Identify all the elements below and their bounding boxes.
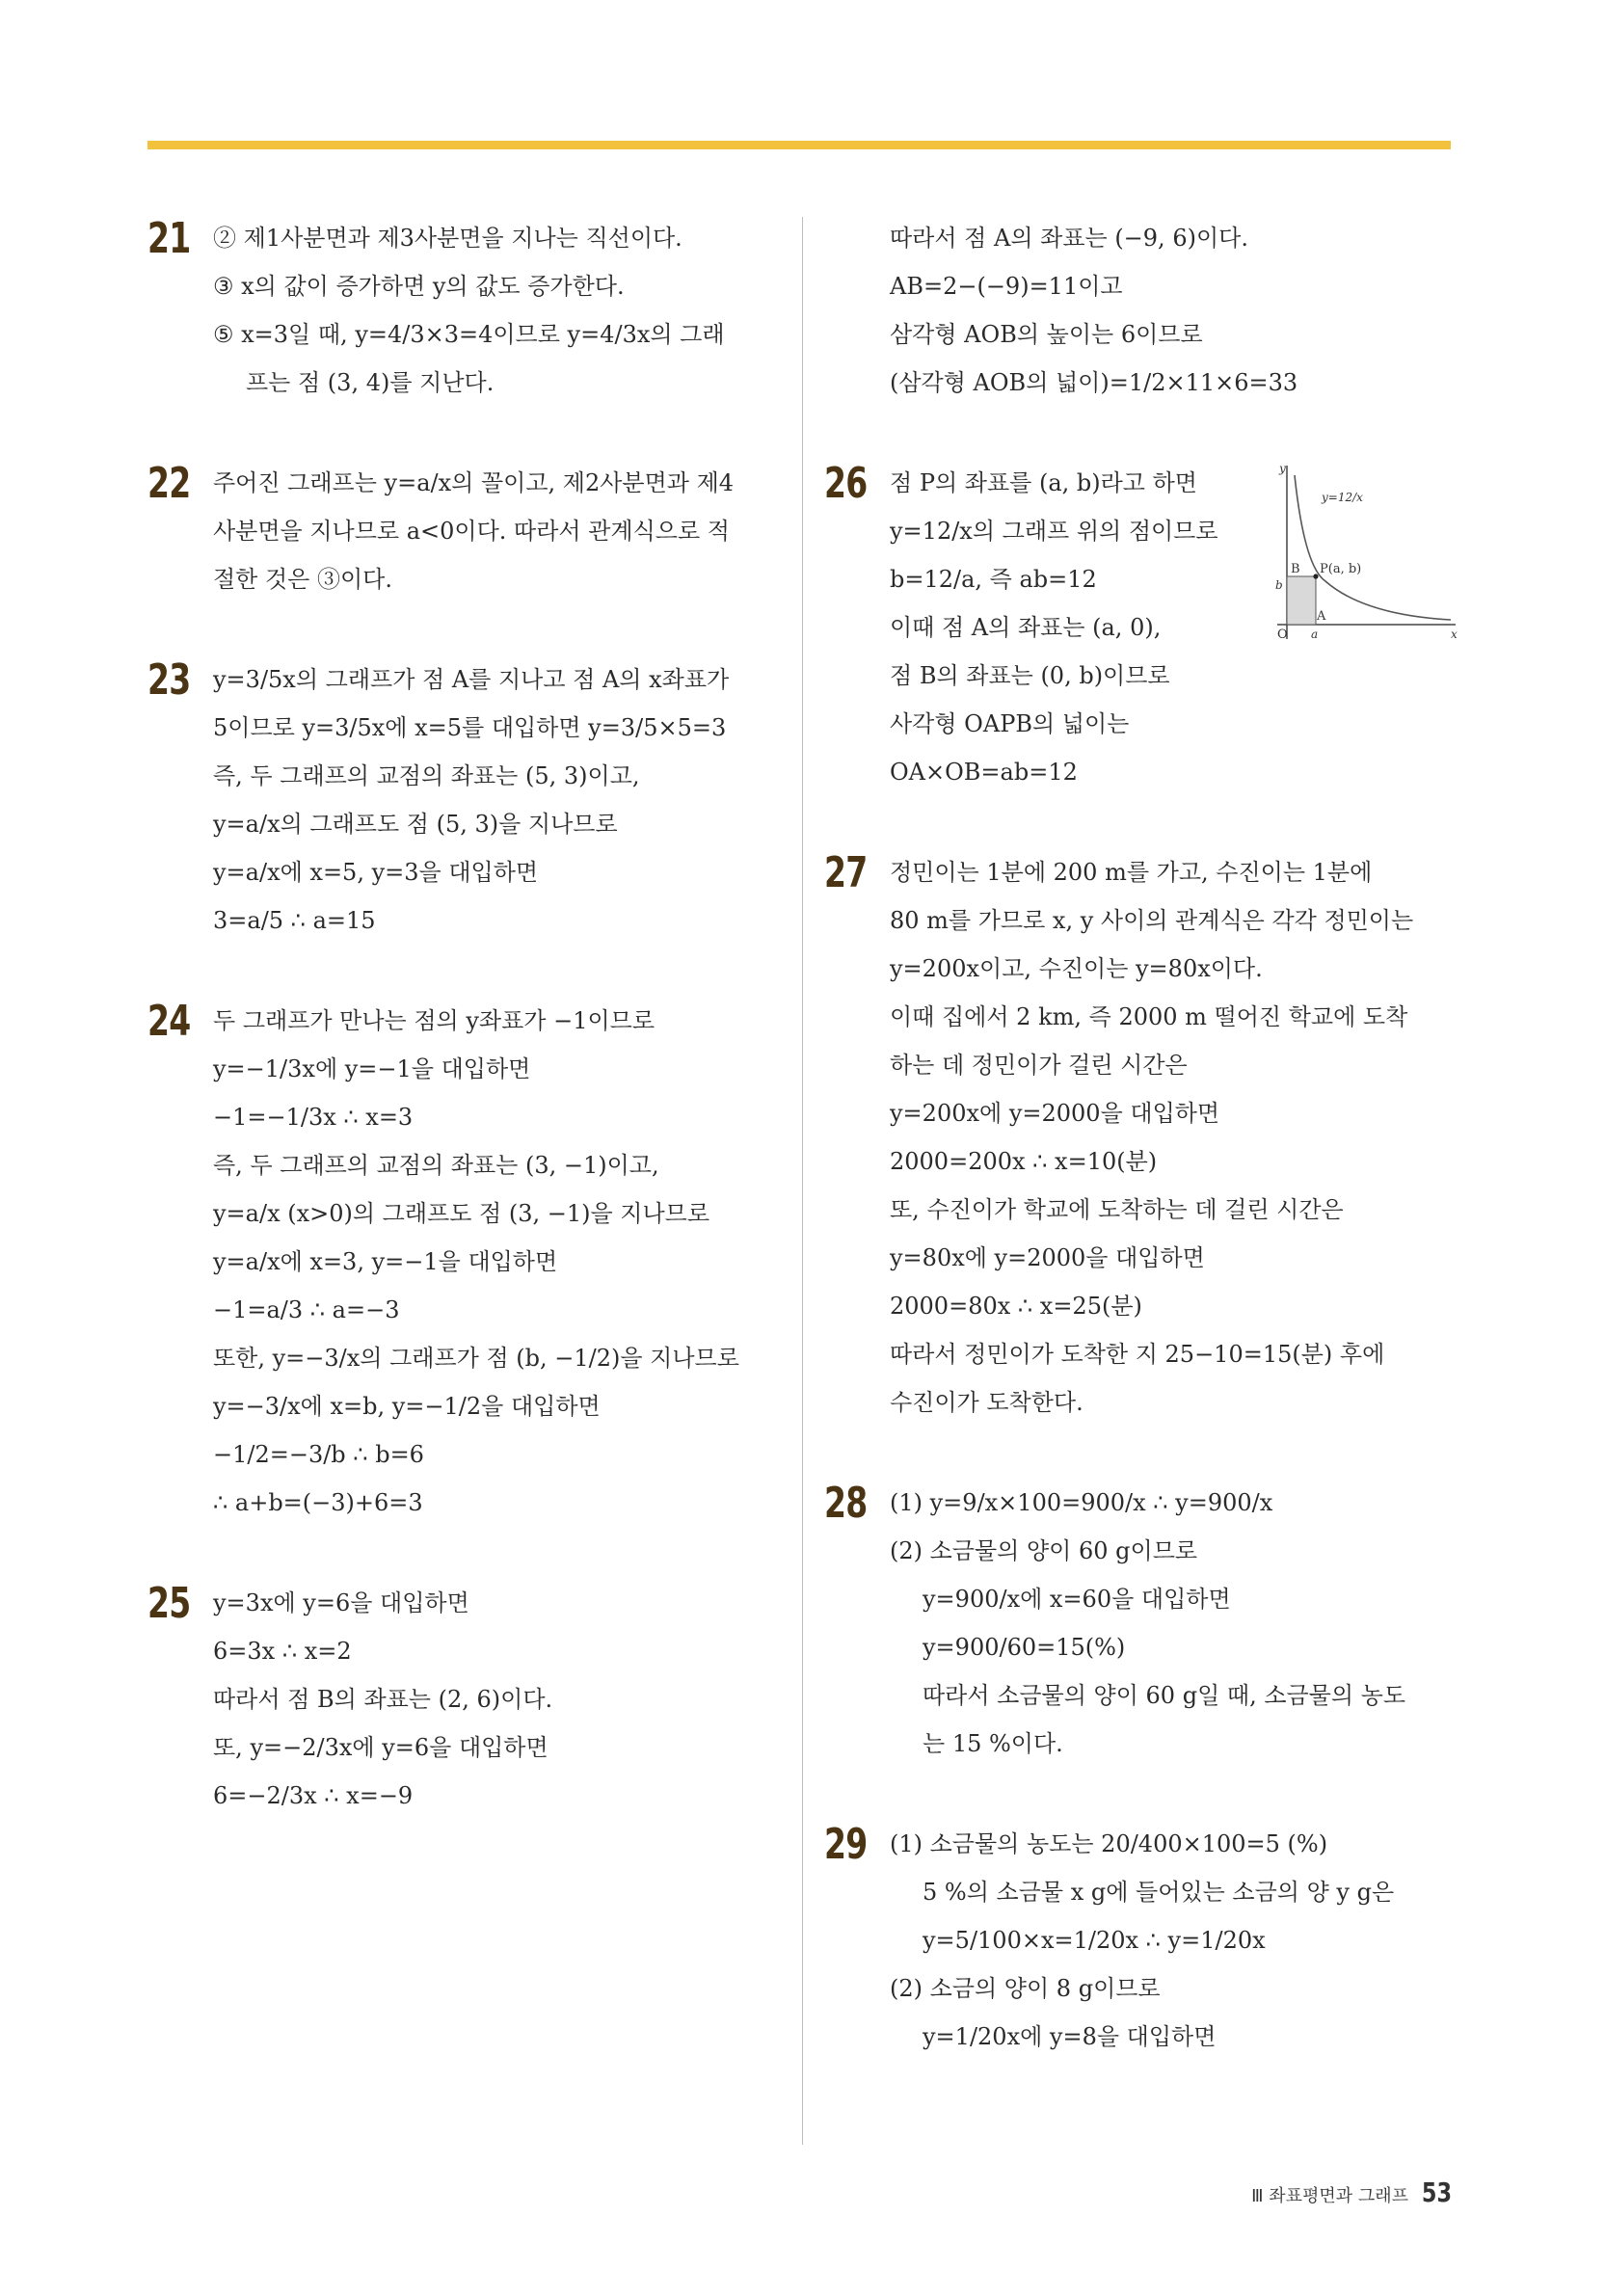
solution-line: 따라서 점 B의 좌표는 (2, 6)이다. xyxy=(213,1686,553,1713)
solution-line: −1=a/3 ∴ a=−3 xyxy=(213,1296,400,1323)
solution-line: y=200x이고, 수진이는 y=80x이다. xyxy=(890,955,1263,982)
chapter-title: Ⅲ 좌표평면과 그래프 xyxy=(1251,2186,1409,2206)
solution-line: 2000=200x ∴ x=10(분) xyxy=(890,1148,1158,1175)
solution-line: 하는 데 정민이가 걸린 시간은 xyxy=(890,1052,1188,1079)
solution-line: 따라서 정민이가 도착한 지 25−10=15(분) 후에 xyxy=(890,1341,1385,1368)
problem-number: 22 xyxy=(147,459,191,508)
problem-number: 28 xyxy=(824,1479,868,1528)
solution-line: ⑤ x=3일 때, y=4/3×3=4이므로 y=4/3x의 그래 xyxy=(213,321,725,348)
problem-number: 25 xyxy=(147,1579,191,1628)
solution-line: 삼각형 AOB의 높이는 6이므로 xyxy=(890,321,1203,348)
solution-line: y=5/100×x=1/20x ∴ y=1/20x xyxy=(923,1927,1266,1954)
point-b-label: B xyxy=(1291,562,1300,576)
solution-line: (1) 소금물의 농도는 20/400×100=5 (%) xyxy=(890,1830,1328,1857)
problem-block xyxy=(824,848,1460,1427)
point-p-dot xyxy=(1313,574,1318,578)
solution-line: (삼각형 AOB의 넓이)=1/2×11×6=33 xyxy=(890,369,1298,396)
solution-line: 프는 점 (3, 4)를 지난다. xyxy=(246,369,495,396)
solution-line: y=−3/x에 x=b, y=−1/2을 대입하면 xyxy=(213,1393,601,1420)
solution-line: y=a/x (x>0)의 그래프도 점 (3, −1)을 지나므로 xyxy=(213,1200,710,1227)
hyperbola-graph xyxy=(1258,461,1460,644)
problem-number: 29 xyxy=(824,1820,868,1869)
solution-line: y=1/20x에 y=8을 대입하면 xyxy=(923,2023,1217,2050)
solution-line: 6=3x ∴ x=2 xyxy=(213,1638,352,1665)
solution-line: b=12/a, 즉 ab=12 xyxy=(890,566,1097,593)
problem-number: 21 xyxy=(147,214,191,263)
solution-line: 5이므로 y=3/5x에 x=5를 대입하면 y=3/5×5=3 xyxy=(213,714,727,741)
solution-line: (2) 소금의 양이 8 g이므로 xyxy=(890,1975,1161,2002)
solution-line: 또, y=−2/3x에 y=6을 대입하면 xyxy=(213,1734,548,1761)
equation-label: y=12/x xyxy=(1322,491,1363,504)
column-divider xyxy=(802,217,803,2145)
solution-line: 3=a/5 ∴ a=15 xyxy=(213,907,376,934)
solution-line: y=3/5x의 그래프가 점 A를 지나고 점 A의 x좌표가 xyxy=(213,666,730,693)
solution-line: 는 15 %이다. xyxy=(923,1730,1063,1757)
solution-line: 6=−2/3x ∴ x=−9 xyxy=(213,1782,414,1809)
solution-line: AB=2−(−9)=11이고 xyxy=(890,273,1123,300)
solution-line: ② 제1사분면과 제3사분면을 지나는 직선이다. xyxy=(213,225,682,252)
solution-line: 사분면을 지나므로 a<0이다. 따라서 관계식으로 적 xyxy=(213,518,730,545)
left-column xyxy=(147,214,784,1872)
header-accent-bar xyxy=(147,141,1451,149)
solution-line: 주어진 그래프는 y=a/x의 꼴이고, 제2사분면과 제4 xyxy=(213,469,735,496)
problem-block xyxy=(147,214,784,407)
solution-line: y=900/60=15(%) xyxy=(923,1634,1126,1661)
solution-line: 이때 집에서 2 km, 즉 2000 m 떨어진 학교에 도착 xyxy=(890,1003,1408,1030)
solution-line: y=−1/3x에 y=−1을 대입하면 xyxy=(213,1055,531,1082)
solution-line: OA×OB=ab=12 xyxy=(890,759,1078,786)
right-column xyxy=(824,214,1460,2113)
point-a-label: A xyxy=(1317,609,1326,624)
problem-number: 24 xyxy=(147,997,191,1046)
solution-line: (1) y=9/x×100=900/x ∴ y=900/x xyxy=(890,1489,1273,1516)
solution-line: (2) 소금물의 양이 60 g이므로 xyxy=(890,1537,1198,1564)
problem-block xyxy=(147,459,784,603)
y-axis-label: y xyxy=(1279,462,1286,475)
solution-line: 또, 수진이가 학교에 도착하는 데 걸린 시간은 xyxy=(890,1196,1344,1223)
solution-line: 따라서 점 A의 좌표는 (−9, 6)이다. xyxy=(890,225,1248,252)
solution-line: 즉, 두 그래프의 교점의 좌표는 (5, 3)이고, xyxy=(213,762,640,789)
solution-line: 따라서 소금물의 양이 60 g일 때, 소금물의 농도 xyxy=(923,1682,1406,1709)
solution-line: y=3x에 y=6을 대입하면 xyxy=(213,1589,469,1616)
solution-line: 2000=80x ∴ x=25(분) xyxy=(890,1293,1142,1320)
page-number: 53 xyxy=(1421,2176,1453,2208)
problem-number: 23 xyxy=(147,655,191,705)
solution-line: y=a/x의 그래프도 점 (5, 3)을 지나므로 xyxy=(213,811,618,838)
solution-line: y=a/x에 x=3, y=−1을 대입하면 xyxy=(213,1248,558,1275)
solution-line: 절한 것은 ③이다. xyxy=(213,566,392,593)
b-label: b xyxy=(1275,578,1283,592)
solution-line: y=200x에 y=2000을 대입하면 xyxy=(890,1100,1220,1127)
solution-line: 5 %의 소금물 x g에 들어있는 소금의 양 y g은 xyxy=(923,1879,1395,1906)
solution-line: −1=−1/3x ∴ x=3 xyxy=(213,1104,414,1131)
problem-block xyxy=(824,459,1460,796)
solution-line: 수진이가 도착한다. xyxy=(890,1389,1083,1416)
origin-label: O xyxy=(1277,627,1288,642)
problem-block xyxy=(824,1479,1460,1768)
solution-line: y=80x에 y=2000을 대입하면 xyxy=(890,1244,1205,1271)
a-label: a xyxy=(1311,627,1319,641)
solution-line: 80 m를 가므로 x, y 사이의 관계식은 각각 정민이는 xyxy=(890,907,1414,934)
problem-block xyxy=(147,1579,784,1820)
hyperbola-curve xyxy=(1295,475,1451,620)
solution-line: ∴ a+b=(−3)+6=3 xyxy=(213,1489,423,1516)
solution-line: 점 P의 좌표를 (a, b)라고 하면 xyxy=(890,469,1197,496)
solution-line: 또한, y=−3/x의 그래프가 점 (b, −1/2)을 지나므로 xyxy=(213,1345,739,1372)
problem-block xyxy=(824,214,1460,407)
problem-block xyxy=(824,1820,1460,2061)
x-axis-label: x xyxy=(1451,627,1458,641)
page-footer xyxy=(1251,2176,1456,2208)
problem-number: 26 xyxy=(824,459,868,508)
solution-line: 사각형 OAPB의 넓이는 xyxy=(890,710,1130,737)
solution-line: 점 B의 좌표는 (0, b)이므로 xyxy=(890,662,1170,689)
problem-block xyxy=(147,997,784,1527)
solution-line: ③ x의 값이 증가하면 y의 값도 증가한다. xyxy=(213,273,625,300)
solution-line: 즉, 두 그래프의 교점의 좌표는 (3, −1)이고, xyxy=(213,1152,659,1179)
solution-line: 정민이는 1분에 200 m를 가고, 수진이는 1분에 xyxy=(890,859,1373,886)
problem-number: 27 xyxy=(824,848,868,897)
solution-line: y=12/x의 그래프 위의 점이므로 xyxy=(890,518,1218,545)
solution-line: 두 그래프가 만나는 점의 y좌표가 −1이므로 xyxy=(213,1007,655,1034)
problem-block xyxy=(147,655,784,945)
rectangle-oapb xyxy=(1287,576,1316,625)
point-p-label: P(a, b) xyxy=(1320,562,1362,576)
solution-line: y=900/x에 x=60을 대입하면 xyxy=(923,1586,1231,1613)
solution-line: −1/2=−3/b ∴ b=6 xyxy=(213,1441,424,1468)
solution-line: 이때 점 A의 좌표는 (a, 0), xyxy=(890,614,1162,641)
solution-line: y=a/x에 x=5, y=3을 대입하면 xyxy=(213,859,539,886)
